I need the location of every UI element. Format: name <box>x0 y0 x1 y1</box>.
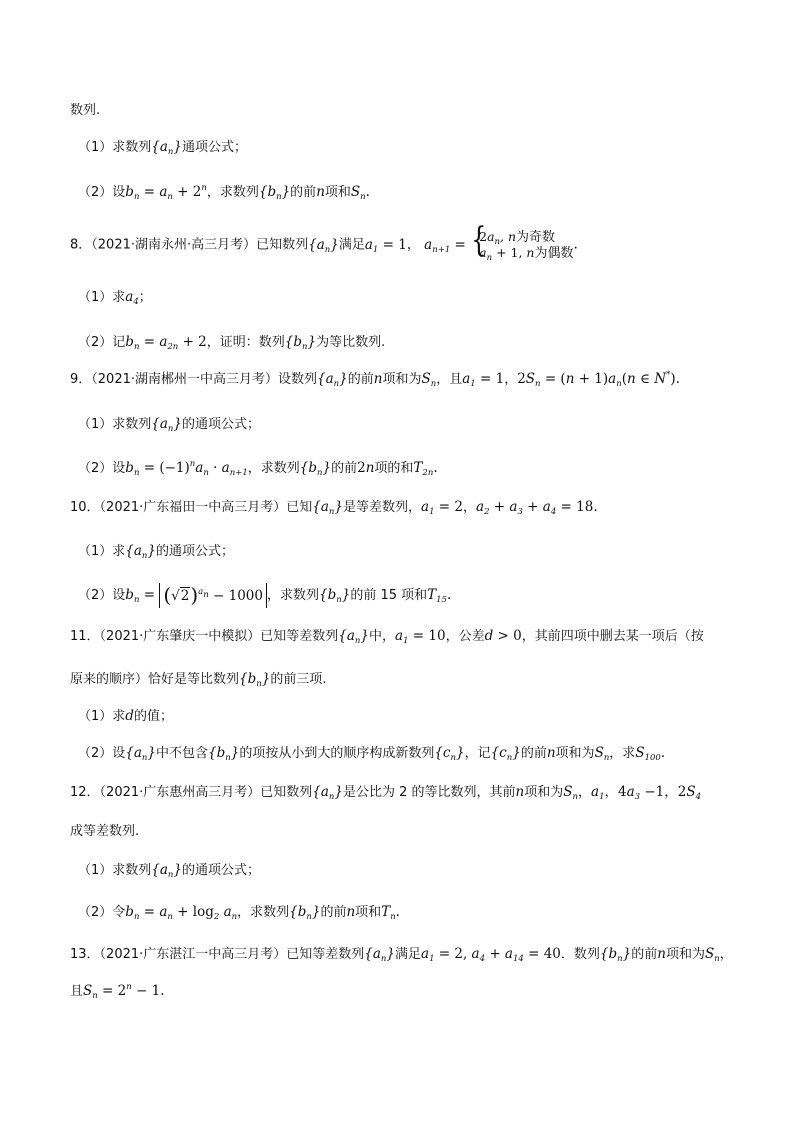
text: 项和为 <box>524 785 564 800</box>
math: $b_n = a_n + 2^n$ <box>125 183 207 202</box>
text: 的前 <box>347 372 374 387</box>
question-part: （2）设$b_n = (√2)^{a_n} - 1000$ ，求数列$\{b_n\}$的前 15 项和$T_{15}$. <box>78 583 452 607</box>
text: ，求 <box>609 746 636 761</box>
text: 为偶数 <box>534 246 574 261</box>
text: 项和为 <box>555 746 595 761</box>
text: 通项公式； <box>182 140 248 155</box>
text: 8．（2021·湖南永州·高三月考）已知数列 <box>70 237 309 253</box>
text: （1）求数列 <box>78 863 152 878</box>
question-part: （2）设$b_n = a_n + 2^n$，求数列$\{b_n\}$的前n项和$S_n$. <box>78 183 370 202</box>
text: （1）求数列 <box>78 140 152 155</box>
math: $\{a_n\}$ <box>151 139 182 157</box>
math: $2S_n = (n + 1)a_n(n$ ∈ N*) <box>517 370 676 389</box>
question-part: （1）求$\{a_n\}$的通项公式； <box>78 543 235 561</box>
text: （2）设 <box>78 746 126 761</box>
text: ； <box>138 290 152 305</box>
text-line <box>70 822 139 841</box>
text: ，求数列 <box>247 461 300 476</box>
text: 满足 <box>394 947 421 962</box>
math: $a_1 = 1$ <box>364 236 407 255</box>
math: $\{a_n\}$ <box>317 371 348 389</box>
text: 项的和 <box>374 461 414 476</box>
text: ，记 <box>464 746 491 761</box>
text: （1）求 <box>78 709 126 724</box>
question-part <box>78 288 152 307</box>
question-8: 8．（2021·湖南永州·高三月考）已知数列$\{a_n\}$满足$a_1 = 1$， $a_{n+1}$ = { $2a_n$, n为奇数 $a_n + 1$, n为偶数 . <box>70 229 578 261</box>
text: 项和 <box>355 905 382 920</box>
text: 为奇数 <box>516 230 556 245</box>
text: 的前 <box>520 746 547 761</box>
text: 数列. <box>70 103 101 118</box>
text: 中， <box>368 629 395 644</box>
text: 的前 <box>290 185 317 200</box>
text: 的通项公式； <box>182 863 261 878</box>
text: 的前 <box>331 461 358 476</box>
math: $b_n = (-1)^na_n \cdot a_{n+1}$ <box>125 459 248 478</box>
text: ，求数列 <box>206 185 259 200</box>
text: 13．（2021·广东湛江一中高三月考）已知等差数列 <box>70 947 365 962</box>
text: 的前 <box>631 947 658 962</box>
question-11: 11．（2021·广东肇庆一中模拟）已知等差数列$\{a_n\}$中，$a_1 = 10$，公差d > 0，其前四项中删去某一项后（按 <box>70 628 704 646</box>
question-9: 9．（2021·湖南郴州一中高三月考）设数列$\{a_n\}$的前n项和为$S_n$，且$a_1 = 1$，$2S_n = (n + 1)a_n(n$ ∈ N*). <box>70 370 680 389</box>
text: 12．（2021·广东惠州高三月考）已知数列 <box>70 785 313 800</box>
math: $a_4$ <box>125 289 139 307</box>
question-part: （2）设$\{a_n\}$中不包含$\{b_n\}$的项按从小到大的顺序构成新数列$\{c_n\}$，记$\{c_n\}$的前n项和为$S_n$，求$S_{100}$. <box>78 745 666 763</box>
text: ， <box>577 785 591 800</box>
text: 的前 <box>320 905 347 920</box>
text: （2）设 <box>78 588 126 603</box>
text-line: 且$S_n = 2^n - 1$. <box>70 982 165 1001</box>
question-part: （1）求数列$\{a_n\}$的通项公式； <box>78 416 261 434</box>
math: $\{b_n\}$ <box>258 184 291 202</box>
math: $b_n = (√2)^{a_n} - 1000$ <box>125 587 267 603</box>
text: 是等差数列， <box>342 500 421 515</box>
question-part: （2）设$b_n = (-1)^na_n \cdot a_{n+1}$，求数列$\{b_n\}$的前2n项的和$T_{2n}$. <box>78 459 438 478</box>
text: （2）令 <box>78 905 126 920</box>
text: ，求数列 <box>237 905 290 920</box>
text: 的前三项. <box>270 672 327 687</box>
text: ， <box>504 372 518 387</box>
text: 为等比数列. <box>316 335 386 350</box>
text-line <box>70 101 100 120</box>
math: n <box>316 184 325 200</box>
text: ，证明：数列 <box>206 335 285 350</box>
text: 11．（2021·广东肇庆一中模拟）已知等差数列 <box>70 629 339 644</box>
piecewise-brace: { $2a_n$, n为奇数 $a_n + 1$, n为偶数 <box>470 229 573 261</box>
text: 项和为 <box>665 947 705 962</box>
text: ，公差 <box>445 629 485 644</box>
text: 是公比为 2 的等比数列，其前 <box>342 785 516 800</box>
text: ，其前四项中删去某一项后（按 <box>521 629 704 644</box>
question-13: 13．（2021·广东湛江一中高三月考）已知等差数列$\{a_n\}$满足$a_1 = 2$, $a_4 + a_{14} = 40$．数列$\{b_n\}$的前n项和为$S_n$， <box>70 946 733 964</box>
text: ，求数列 <box>266 588 319 603</box>
text: 的项按从小到大的顺序构成新数列 <box>239 746 435 761</box>
math: $b_n = a_{2n} + 2$ <box>125 334 207 352</box>
text: 10．（2021·广东福田一中高三月考）已知 <box>70 500 313 515</box>
text: ，且 <box>436 372 463 387</box>
math: $\{a_n\}$ <box>308 236 339 255</box>
text: ， <box>406 237 420 253</box>
text: （1）求数列 <box>78 417 152 432</box>
question-part: （1）求数列$\{a_n\}$的通项公式； <box>78 862 261 880</box>
question-part <box>78 333 385 352</box>
text: （2）设 <box>78 461 126 476</box>
math: $S_n$ <box>350 184 366 202</box>
text: （1）求 <box>78 290 126 305</box>
math: $a_{n+1}$ = <box>424 236 466 255</box>
text: 的通项公式； <box>156 544 235 559</box>
text: 成等差数列. <box>70 824 140 839</box>
text: 的值； <box>133 709 173 724</box>
text: ， <box>719 947 733 962</box>
text: ， <box>462 500 476 515</box>
text: 项和为 <box>382 372 422 387</box>
math: $\{b_n\}$ <box>284 334 317 352</box>
text: 9．（2021·湖南郴州一中高三月考）设数列 <box>70 372 317 387</box>
text: 满足 <box>338 237 365 253</box>
question-part <box>78 138 247 157</box>
text: 且 <box>70 984 84 999</box>
text: 的通项公式； <box>182 417 261 432</box>
question-12: 12．（2021·广东惠州高三月考）已知数列$\{a_n\}$是公比为 2 的等比数列，其前n项和为$S_n$，$a_1$，$4a_3 -1$，$2S_4$ <box>70 784 702 802</box>
text: ．数列 <box>560 947 600 962</box>
question-part: （1）求d的值； <box>78 708 173 724</box>
question-10: 10．（2021·广东福田一中高三月考）已知$\{a_n\}$是等差数列，$a_1 = 2$，$a_2 + a_3 + a_4 = 18$. <box>70 499 598 517</box>
text: 项和 <box>324 185 351 200</box>
text-line: 原来的顺序）恰好是等比数列$\{b_n\}$的前三项. <box>70 671 327 689</box>
text: 中不包含 <box>156 746 209 761</box>
text: （1）求 <box>78 544 126 559</box>
text: （2）设 <box>78 185 126 200</box>
text: 的前 15 项和 <box>350 588 428 603</box>
text: 原来的顺序）恰好是等比数列 <box>70 672 240 687</box>
text: （2）记 <box>78 335 126 350</box>
question-part: （2）令$b_n = a_n + \log_2 a_n$，求数列$\{b_n\}$的前n项和$T_n$. <box>78 904 400 922</box>
